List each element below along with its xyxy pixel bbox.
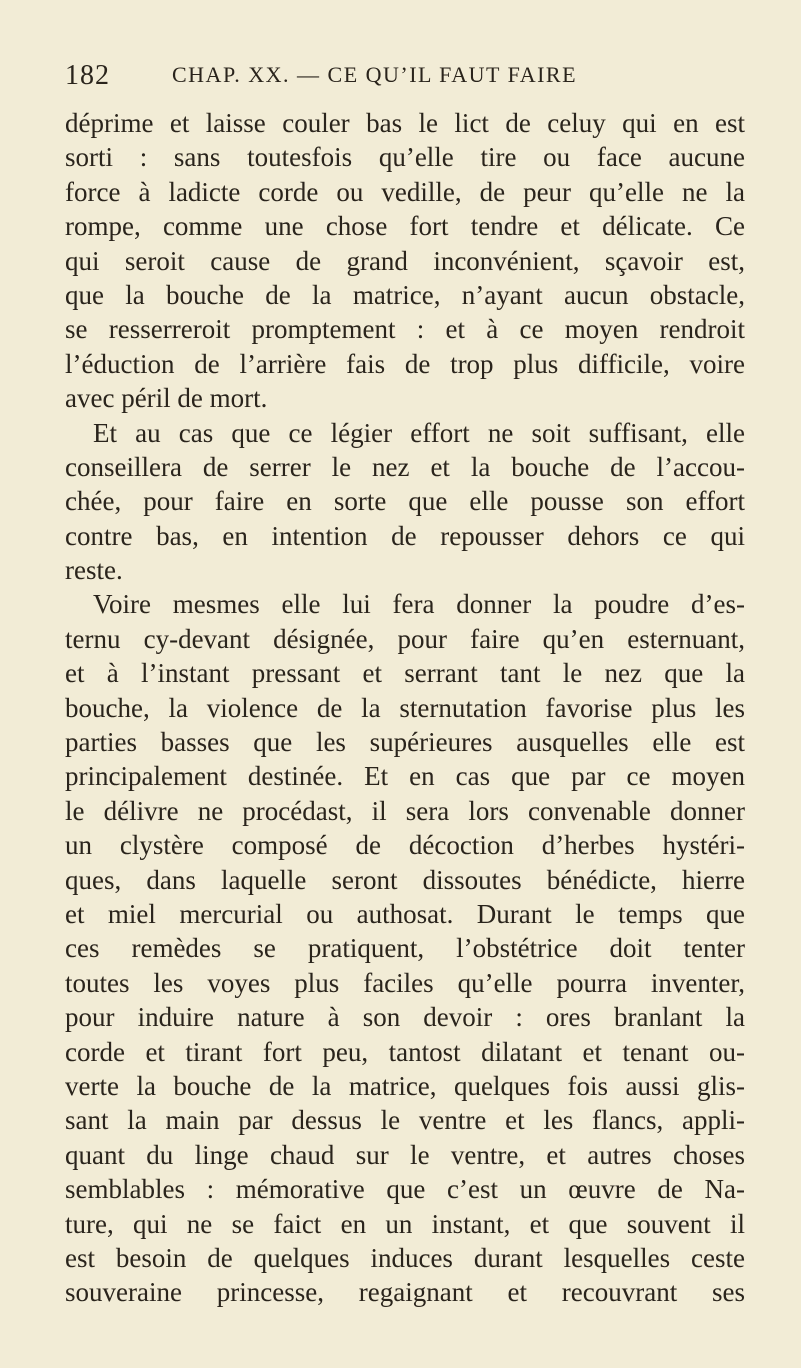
body-text [65,106,745,1310]
text-line: le délivre ne procédast, il sera lors convenable donner [65,795,745,826]
text-line: avec péril de mort. [65,383,268,414]
running-head [65,60,745,100]
text-line: verte la bouche de la matrice, quelques fois aussi glis- [65,1070,745,1101]
text-line: reste. [65,555,123,586]
text-line: semblables : mémorative que c’est un œuvre de Na- [65,1174,745,1205]
text-line: est besoin de quelques induces durant lesquelles ceste [65,1242,745,1273]
text-line: toutes les voyes plus faciles qu’elle pourra inventer, [65,967,745,998]
text-line: qui seroit cause de grand inconvénient, sçavoir est, [65,245,745,276]
text-line: parties basses que les supérieures ausquelles elle est [65,727,745,758]
text-line: conseillera de serrer le nez et la bouche de l’accou- [65,451,745,482]
text-line: force à ladicte corde ou vedille, de peur qu’elle ne la [65,176,745,207]
text-line: rompe, comme une chose fort tendre et délicate. Ce [65,211,745,242]
text-line: Et au cas que ce légier effort ne soit suffisant, elle [93,417,745,448]
chapter-title: CHAP. XX. — CE QU’IL FAUT FAIRE [172,62,578,87]
text-line: bouche, la violence de la sternutation favorise plus les [65,692,745,723]
text-line: Voire mesmes elle lui fera donner la poudre d’es- [93,589,745,620]
text-line: souveraine princesse, regaignant et recouvrant ses [65,1277,745,1308]
text-line: ture, qui ne se faict en un instant, et que souvent il [65,1208,745,1239]
text-line: corde et tirant fort peu, tantost dilatant et tenant ou- [65,1036,745,1067]
text-line: contre bas, en intention de repousser dehors ce qui [65,520,745,551]
text-line: et à l’instant pressant et serrant tant le nez que la [65,658,745,689]
text-line: l’éduction de l’arrière fais de trop plus difficile, voire [65,348,745,379]
text-line: déprime et laisse couler bas le lict de celuy qui en est [65,108,745,138]
text-line: ternu cy-devant désignée, pour faire qu’en esternuant, [65,623,745,654]
text-line: principalement destinée. Et en cas que par ce moyen [65,761,745,792]
text-line: un clystère composé de décoction d’herbes hystéri- [65,830,745,861]
text-line: chée, pour faire en sorte que elle pousse son effort [65,486,745,517]
page-number: 182 [65,60,110,91]
text-line: pour induire nature à son devoir : ores branlant la [65,1002,745,1033]
text-line: se resserreroit promptement : et à ce moyen rendroit [65,314,745,345]
text-line: sorti : sans toutesfois qu’elle tire ou face aucune [65,142,745,173]
text-line: ques, dans laquelle seront dissoutes bénédicte, hierre [65,864,745,895]
text-line: que la bouche de la matrice, n’ayant aucun obstacle, [65,279,745,310]
text-line: ces remèdes se pratiquent, l’obstétrice doit tenter [65,933,745,964]
text-line: sant la main par dessus le ventre et les flancs, appli- [65,1105,745,1136]
text-line: et miel mercurial ou authosat. Durant le temps que [65,898,745,929]
text-line: quant du linge chaud sur le ventre, et autres choses [65,1139,745,1170]
